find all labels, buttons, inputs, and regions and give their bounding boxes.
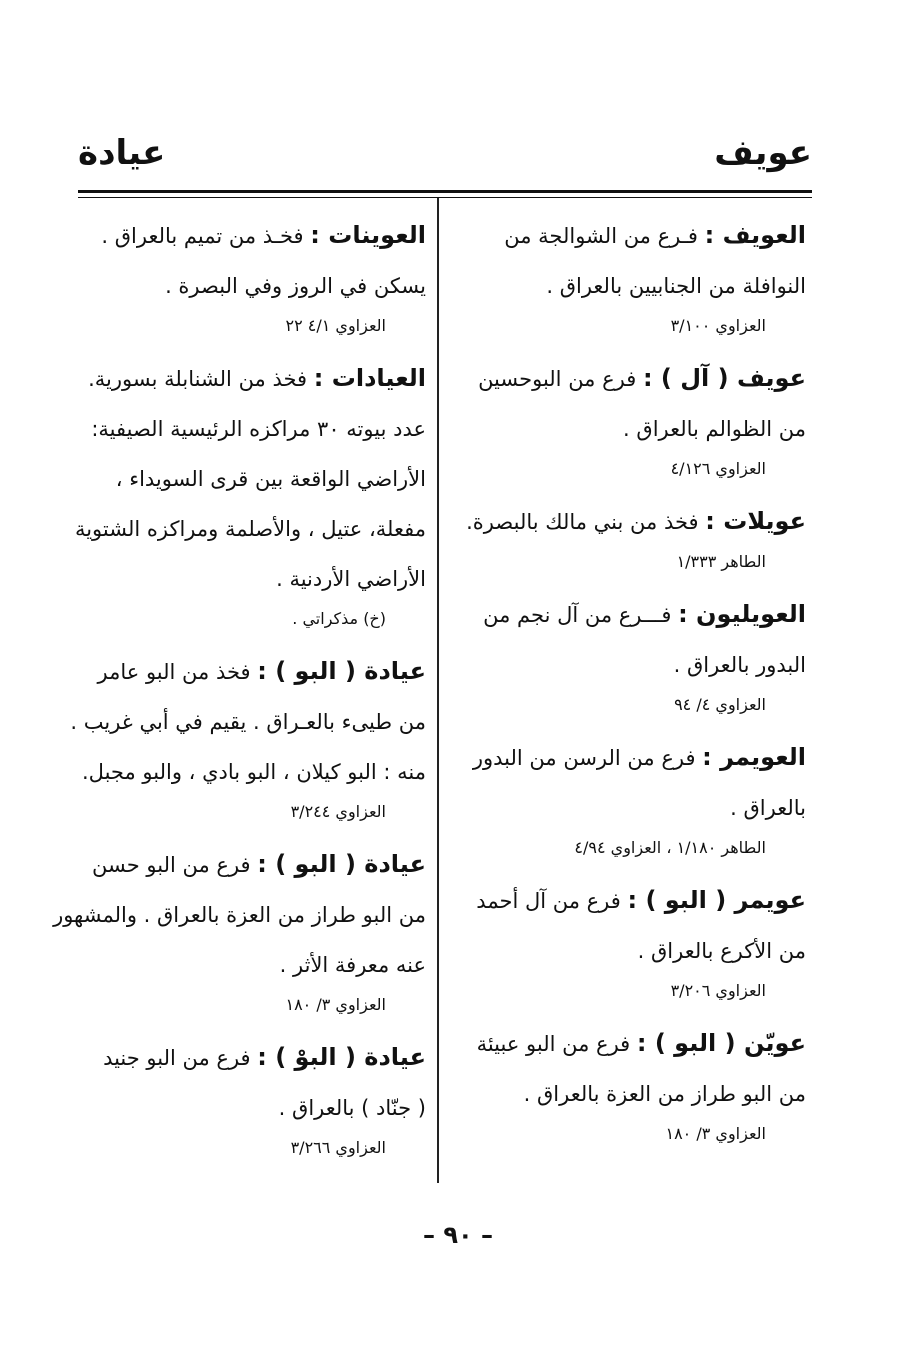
entry-text: يسكن في الروز وفي البصرة .	[165, 274, 426, 298]
entry-text: من البو طراز من العزة بالعراق .	[523, 1082, 806, 1106]
entry-headword: عويّن ( البو ) :	[636, 1029, 806, 1057]
entry-first-line	[452, 589, 806, 640]
entry-text: فخـذ من تميم بالعراق .	[101, 224, 304, 248]
entry-text: فـــرع من آل نجم من	[483, 603, 672, 627]
entry-line	[452, 261, 806, 311]
entry-first-line	[72, 1032, 426, 1083]
entry-line	[72, 940, 426, 990]
entry-text: فرع من البو جنيد	[103, 1046, 251, 1070]
entry-headword: عيادة ( البو ) :	[257, 850, 426, 878]
entry-text: النوافلة من الجنابيين بالعراق .	[546, 274, 806, 298]
entry-first-line	[72, 839, 426, 890]
entry-headword: عيادة ( البوْ ) :	[257, 1043, 426, 1071]
entry-headword: العويليون :	[678, 600, 806, 628]
dictionary-entry	[452, 732, 806, 863]
dictionary-entry	[72, 210, 426, 341]
entry-first-line	[452, 353, 806, 404]
entry-reference: العزاوي ٣/ ١٨٠	[285, 995, 386, 1014]
column-divider	[437, 198, 439, 1183]
entry-text: فرع من البو عبيئة	[476, 1032, 631, 1056]
header-title-left: عيادة	[78, 133, 166, 173]
entry-text: من الأكرع بالعراق .	[637, 939, 806, 963]
entry-text: فرع من آل أحمد	[476, 889, 621, 913]
entry-reference: العزاوي ٣/٢٠٦	[670, 981, 766, 1000]
dictionary-entry	[452, 1018, 806, 1149]
entry-reference: العزاوي ٤/١ ٢٢	[285, 316, 386, 335]
entry-reference: العزاوي ٣/١٠٠	[670, 316, 766, 335]
entry-text: عنه معرفة الأثر .	[279, 953, 426, 977]
entry-text: منه : البو كيلان ، البو بادي ، والبو مجبل.	[82, 760, 426, 784]
entry-reference: العزاوي ٣/ ١٨٠	[665, 1124, 766, 1143]
entry-text: فخذ من البو عامر	[97, 660, 251, 684]
entry-first-line	[72, 210, 426, 261]
entry-line	[72, 404, 426, 454]
header-rule-thin	[78, 197, 812, 198]
entry-text: مفعلة، عتيل ، والأصلمة ومراكزه الشتوية	[74, 517, 426, 541]
entry-headword: عيادة ( البو ) :	[257, 657, 426, 685]
entry-text: فخذ من الشنابلة بسورية.	[88, 367, 308, 391]
entry-text: فخذ من بني مالك بالبصرة.	[466, 510, 699, 534]
dictionary-entry	[452, 589, 806, 720]
entry-headword: العوينات :	[310, 221, 426, 249]
entry-first-line	[452, 210, 806, 261]
entry-headword: عويف ( آل ) :	[642, 364, 806, 392]
entry-reference: العزاوي ٣/٢٤٤	[290, 802, 386, 821]
header-rule-thick	[78, 190, 812, 193]
entry-text: الأراضي الأردنية .	[276, 567, 426, 591]
dictionary-entry	[72, 353, 426, 634]
header-title-right: عويف	[714, 133, 812, 173]
entry-line	[452, 404, 806, 454]
entry-headword: عويلات :	[705, 507, 806, 535]
entry-headword: عويمر ( البو ) :	[627, 886, 806, 914]
dictionary-entry	[53, 839, 426, 1020]
entry-text: فـرع من الشوالجة من	[504, 224, 698, 248]
entry-text: فرع من البو حسن	[92, 853, 251, 877]
entry-headword: العويمر :	[702, 743, 806, 771]
entry-text: عدد بيوته ٣٠ مراكزه الرئيسية الصيفية:	[91, 417, 426, 441]
entry-line	[72, 261, 426, 311]
entry-line	[452, 1069, 806, 1119]
page-number: – ٩٠ –	[422, 1221, 493, 1249]
entry-line	[72, 1083, 426, 1133]
entry-text: من البو طراز من العزة بالعراق . والمشهور	[53, 903, 426, 927]
entry-reference: الطاهر ١/٣٣٣	[676, 552, 766, 571]
entry-line	[452, 783, 806, 833]
entry-first-line	[72, 646, 426, 697]
entry-first-line	[72, 353, 426, 404]
entry-reference: الطاهر ١/١٨٠ ، العزاوي ٤/٩٤	[574, 838, 766, 857]
entry-line	[72, 554, 426, 604]
entry-line	[72, 697, 426, 747]
dictionary-entry	[452, 210, 806, 341]
entry-headword: العويف :	[704, 221, 806, 249]
entry-line	[72, 504, 426, 554]
entry-text: البدور بالعراق .	[673, 653, 806, 677]
entry-first-line	[452, 875, 806, 926]
entry-first-line	[452, 732, 806, 783]
entry-headword: العيادات :	[313, 364, 426, 392]
entry-text: بالعراق .	[730, 796, 806, 820]
entry-text: فرع من الرسن من البدور	[472, 746, 696, 770]
entry-line	[72, 454, 426, 504]
entry-text: ( جنّاد ) بالعراق .	[278, 1096, 426, 1120]
entry-line	[53, 890, 426, 940]
dictionary-entry	[452, 353, 806, 484]
dictionary-entry	[452, 496, 806, 577]
left-column	[53, 210, 426, 1190]
dictionary-entry	[72, 646, 426, 827]
entry-line	[452, 926, 806, 976]
entry-first-line	[452, 1018, 806, 1069]
entry-text: من طيىء بالعـراق . يقيم في أبي غريب .	[70, 710, 426, 734]
entry-text: الأراضي الواقعة بين قرى السويداء ،	[115, 467, 426, 491]
entry-text: من الظوالم بالعراق .	[623, 417, 806, 441]
entry-reference: العزاوي ٣/٢٦٦	[290, 1138, 386, 1157]
entry-reference: العزاوي ٤/ ٩٤	[674, 695, 766, 714]
entry-line	[72, 747, 426, 797]
dictionary-entry	[72, 1032, 426, 1163]
entry-text: فرع من البوحسين	[478, 367, 637, 391]
entry-first-line	[452, 496, 806, 547]
entry-reference: العزاوي ٤/١٢٦	[670, 459, 766, 478]
right-column	[452, 210, 806, 1190]
entry-line	[452, 640, 806, 690]
dictionary-entry	[452, 875, 806, 1006]
entry-reference: (خ) مذكراتي .	[292, 609, 386, 628]
